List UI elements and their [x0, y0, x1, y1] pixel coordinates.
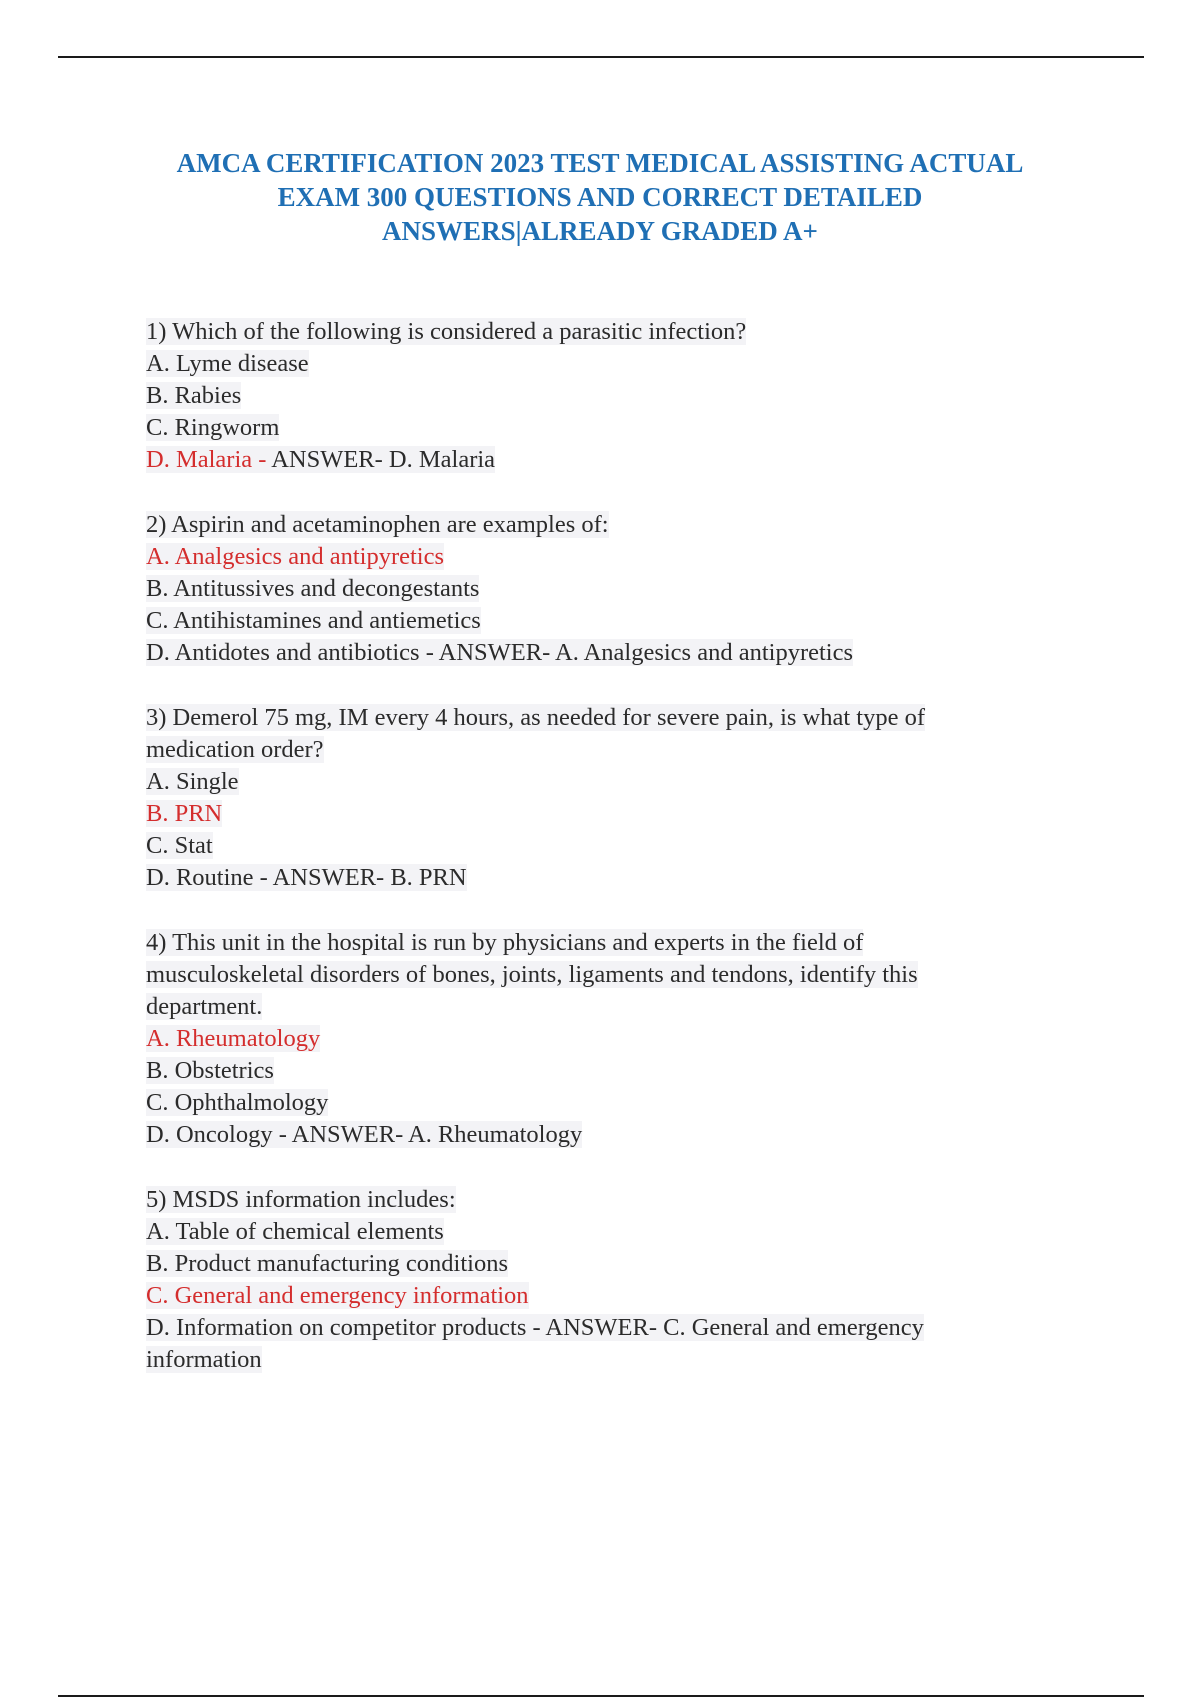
option-b-correct: B. PRN	[146, 800, 223, 827]
option-c: C. Ophthalmology	[146, 1089, 329, 1116]
question-stem: department.	[146, 993, 263, 1020]
bottom-rule	[58, 1695, 1144, 1697]
option-d: D. Routine	[146, 864, 254, 891]
question-stem: 4) This unit in the hospital is run by physicians and experts in the field of	[146, 929, 864, 956]
option-b: B. Obstetrics	[146, 1057, 274, 1084]
option-a-correct: A. Analgesics and antipyretics	[146, 543, 445, 570]
question-stem: 1) Which of the following is considered a parasitic infection?	[146, 318, 747, 345]
question-4	[146, 927, 1066, 1151]
option-a: A. Lyme disease	[146, 350, 309, 377]
answer-text-continued: information	[146, 1346, 262, 1373]
document-title	[120, 146, 1080, 248]
question-2	[146, 509, 1066, 669]
question-stem: musculoskeletal disorders of bones, joints, ligaments and tendons, identify this	[146, 961, 918, 988]
answer-text: - ANSWER- A. Analgesics and antipyretics	[419, 639, 854, 666]
title-line: AMCA CERTIFICATION 2023 TEST MEDICAL ASSISTING ACTUAL	[176, 148, 1024, 178]
option-d: D. Oncology	[146, 1121, 273, 1148]
option-c: C. Ringworm	[146, 414, 280, 441]
option-b: B. Product manufacturing conditions	[146, 1250, 508, 1277]
question-list	[146, 316, 1066, 1409]
question-stem: 3) Demerol 75 mg, IM every 4 hours, as needed for severe pain, is what type of	[146, 704, 925, 731]
question-1	[146, 316, 1066, 476]
question-3	[146, 702, 1066, 894]
option-c: C. Antihistamines and antiemetics	[146, 607, 481, 634]
title-line: ANSWERS|ALREADY GRADED A+	[382, 216, 818, 246]
answer-text: ANSWER- D. Malaria	[266, 446, 496, 473]
question-stem: 2) Aspirin and acetaminophen are examples of:	[146, 511, 609, 538]
title-line: EXAM 300 QUESTIONS AND CORRECT DETAILED	[277, 182, 923, 212]
question-5	[146, 1184, 1066, 1376]
option-a-correct: A. Rheumatology	[146, 1025, 321, 1052]
option-c: C. Stat	[146, 832, 213, 859]
option-b: B. Antitussives and decongestants	[146, 575, 480, 602]
question-stem: medication order?	[146, 736, 324, 763]
top-rule	[58, 56, 1144, 58]
answer-text: - ANSWER- B. PRN	[253, 864, 467, 891]
answer-text: - ANSWER- C. General and emergency	[526, 1314, 924, 1341]
option-d: D. Antidotes and antibiotics	[146, 639, 420, 666]
option-d-correct: D. Malaria -	[146, 446, 267, 473]
answer-text: - ANSWER- A. Rheumatology	[272, 1121, 583, 1148]
option-c-correct: C. General and emergency information	[146, 1282, 529, 1309]
option-a: A. Table of chemical elements	[146, 1218, 444, 1245]
option-a: A. Single	[146, 768, 239, 795]
option-d: D. Information on competitor products	[146, 1314, 527, 1341]
question-stem: 5) MSDS information includes:	[146, 1186, 456, 1213]
option-b: B. Rabies	[146, 382, 242, 409]
